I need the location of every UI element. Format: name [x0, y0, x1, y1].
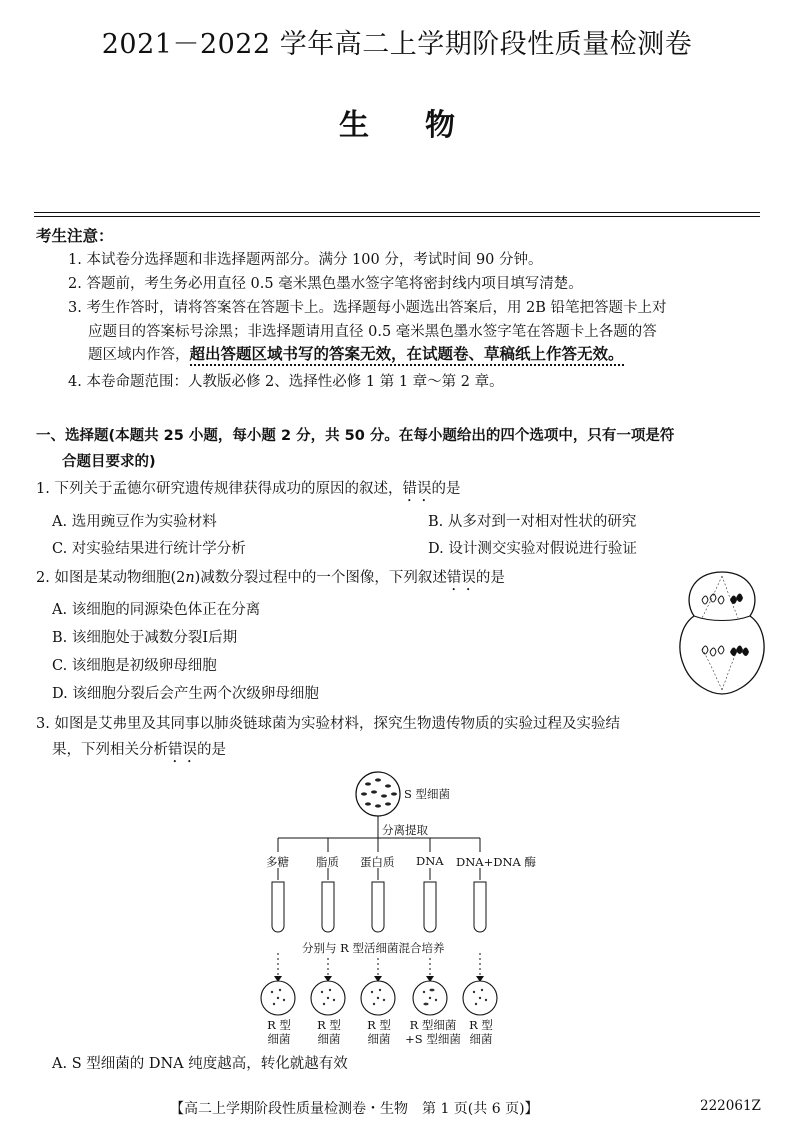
notice-item-4: 4. 本卷命题范围：人教版必修 2、选择性必修 1 第 1 章～第 2 章。 [68, 374, 504, 390]
question-2-stem [36, 566, 505, 594]
divider-thick [34, 212, 760, 213]
q2-stem-b: )减数分裂过程中的一个图像，下列叙述 [194, 570, 447, 586]
result-3-line-2: 细菌 [367, 1032, 391, 1046]
q1-option-b: B. 从多对到一对相对性状的研究 [428, 514, 637, 530]
result-4-line-1: R 型细菌 [409, 1018, 457, 1032]
s-type-label: S 型细菌 [404, 787, 451, 801]
cell-division-figure [672, 568, 772, 698]
component-lipid: 脂质 [316, 855, 339, 869]
component-protein: 蛋白质 [360, 855, 395, 869]
q2-stem-a: 2. 如图是某动物细胞(2 [36, 570, 186, 586]
q2-stem-emphasis: 错误 [446, 570, 476, 586]
notice-item-2: 2. 答题前，考生务必用直径 0.5 毫米黑色墨水签字笔将密封线内项目填写清楚。 [68, 276, 583, 292]
diagram-lines [250, 768, 550, 1078]
result-2-line-1: R 型 [317, 1018, 341, 1032]
result-1 [264, 1018, 294, 1046]
q1-stem-a: 1. 下列关于孟德尔研究遗传规律获得成功的原因的叙述， [36, 481, 403, 497]
notice-item-3-end [88, 342, 624, 364]
q2-option-a: A. 该细胞的同源染色体正在分离 [52, 602, 261, 618]
q3-stem-a: 果，下列相关分析 [52, 742, 168, 758]
result-2-line-2: 细菌 [317, 1032, 341, 1046]
q3-stem-emphasis: 错误 [168, 742, 197, 758]
result-3-line-1: R 型 [367, 1018, 391, 1032]
result-5-line-2: 细菌 [469, 1032, 493, 1046]
q1-option-c: C. 对实验结果进行统计学分析 [52, 541, 246, 557]
page-footer: 【高二上学期阶段性质量检测卷・生物 第 1 页(共 6 页)】 [170, 1101, 539, 1117]
question-1-stem [36, 477, 460, 505]
paper-code: 222061Z [700, 1098, 761, 1114]
component-dna-dnase: DNA+DNA 酶 [456, 855, 536, 869]
q1-stem-emphasis: 错误 [402, 481, 432, 497]
q3-stem-b: 的是 [197, 742, 226, 758]
exam-title: 2021－2022 学年高二上学期阶段性质量检测卷 [101, 29, 693, 60]
notice-item-3-end-text: 题区域内作答， [88, 347, 190, 363]
result-4-line-2: +S 型细菌 [405, 1032, 461, 1046]
result-3 [364, 1018, 394, 1046]
avery-experiment-diagram [250, 768, 550, 1078]
notice-warning: 超出答题区域书写的答案无效，在试题卷、草稿纸上作答无效。 [190, 345, 624, 366]
extract-label: 分离提取 [382, 823, 428, 837]
result-1-line-2: 细菌 [267, 1032, 291, 1046]
q2-stem-c: 的是 [475, 570, 505, 586]
result-2 [314, 1018, 344, 1046]
component-dna: DNA [416, 854, 444, 868]
question-3-stem: 3. 如图是艾弗里及其同事以肺炎链球菌为实验材料，探究生物遗传物质的实验过程及实验结 [36, 716, 620, 732]
subject-title: 生物 [339, 108, 511, 143]
notice-item-3-cont: 应题目的答案标号涂黑；非选择题请用直径 0.5 毫米黑色墨水签字笔在答题卡上各题的答 [88, 324, 657, 340]
q2-option-c: C. 该细胞是初级卵母细胞 [52, 658, 217, 674]
notice-heading: 考生注意： [36, 227, 114, 245]
section-heading: 一、选择题(本题共 25 小题，每小题 2 分，共 50 分。在每小题给出的四个选项中，只有一项是符 [36, 428, 675, 444]
result-5 [466, 1018, 496, 1046]
notice-item-3: 3. 考生作答时，请将答案答在答题卡上。选择题每小题选出答案后，用 2B 铅笔把答题卡上对 [68, 300, 667, 316]
q2-stem-n: n [185, 570, 195, 586]
section-heading-cont: 合题目要求的) [62, 454, 156, 470]
result-4 [402, 1018, 464, 1046]
q3-option-a: A. S 型细菌的 DNA 纯度越高，转化就越有效 [52, 1056, 348, 1072]
mix-culture-label: 分别与 R 型活细菌混合培养 [302, 941, 445, 955]
result-5-line-1: R 型 [469, 1018, 493, 1032]
q1-option-a: A. 选用豌豆作为实验材料 [52, 514, 217, 530]
q2-option-b: B. 该细胞处于减数分裂Ⅰ后期 [52, 630, 238, 646]
q1-stem-b: 的是 [431, 481, 461, 497]
result-1-line-1: R 型 [267, 1018, 291, 1032]
q1-option-d: D. 设计测交实验对假说进行验证 [428, 541, 637, 557]
notice-item-1: 1. 本试卷分选择题和非选择题两部分。满分 100 分，考试时间 90 分钟。 [68, 252, 543, 268]
component-polysaccharide: 多糖 [266, 855, 289, 869]
q2-option-d: D. 该细胞分裂后会产生两个次级卵母细胞 [52, 686, 319, 702]
divider-thin [34, 216, 760, 217]
question-3-stem-cont [52, 738, 226, 766]
